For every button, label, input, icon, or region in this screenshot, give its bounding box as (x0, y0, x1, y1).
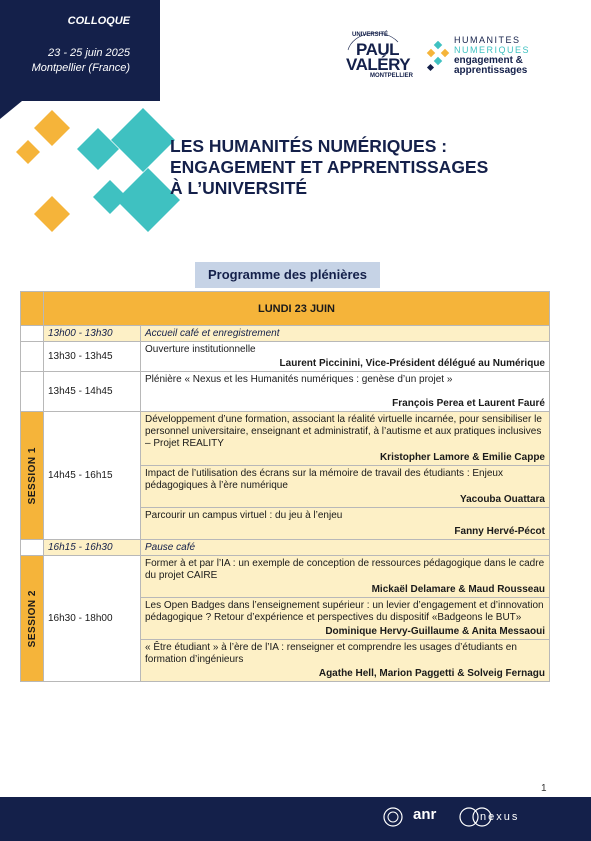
hn-line4: apprentissages (454, 65, 528, 76)
deco-diamond (16, 140, 40, 164)
row-time: 13h00 - 13h30 (44, 326, 141, 342)
hn-logo (426, 35, 556, 80)
hn-line2: NUMERIQUES (454, 45, 531, 55)
table-row (21, 372, 550, 412)
talk-speaker: Dominique Hervy-Guillaume & Anita Messaoui (325, 626, 545, 637)
row-side (21, 326, 44, 342)
talk-title: Développement d’une formation, associant la réalité virtuelle incarnée, pour sensibiliser le personnel universitaire, enseignant et administratif, à l’autisme et aux pratiques inclusives – Projet REALITY (145, 414, 542, 449)
row-time: 16h15 - 16h30 (44, 540, 141, 556)
page-title (170, 136, 570, 199)
row-label: Accueil café et enregistrement (141, 326, 550, 342)
row-label: Pause café (141, 540, 550, 556)
deco-diamond (34, 110, 70, 146)
talk-title: Parcourir un campus virtuel : du jeu à l’enjeu (145, 510, 343, 521)
row-content (141, 372, 550, 412)
title-line1: LES HUMANITÉS NUMÉRIQUES : (170, 136, 448, 156)
event-dates: 23 - 25 juin 2025 (48, 47, 130, 59)
deco-diamond (93, 180, 127, 214)
day-header-row (21, 292, 550, 326)
talk-title: Plénière « Nexus et les Humanités numériques : genèse d’un projet » (145, 374, 453, 385)
page-number: 1 (541, 783, 547, 794)
nexus-logo: nexus (480, 811, 520, 823)
day-header: LUNDI 23 JUIN (44, 292, 550, 326)
talk-cell (141, 640, 550, 682)
hn-line3: engagement & (454, 55, 523, 66)
row-side (21, 342, 44, 372)
upv-line2: VALÉRY (346, 55, 411, 74)
session1-label: SESSION 1 (26, 446, 38, 505)
deco-diamond (77, 128, 119, 170)
talk-title: Impact de l’utilisation des écrans sur la mémoire de travail des étudiants : Enjeux pédagogiques à l’ère numérique (145, 468, 503, 491)
talk-title: Ouverture institutionnelle (145, 344, 256, 355)
session2-time: 16h30 - 18h00 (44, 556, 141, 682)
anr-logo: anr (413, 806, 437, 823)
session2-label-cell (21, 556, 44, 682)
table-row (21, 326, 550, 342)
talk-speaker: Agathe Hell, Marion Paggetti & Solveig Fernagu (318, 668, 545, 679)
talk-speaker: Kristopher Lamore & Emilie Cappe (379, 452, 545, 463)
talk-cell (141, 466, 550, 508)
program-label: Programme des plénières (195, 262, 380, 288)
row-time: 13h30 - 13h45 (44, 342, 141, 372)
talk-cell (141, 598, 550, 640)
event-location: Montpellier (France) (31, 62, 130, 74)
row-time: 13h45 - 14h45 (44, 372, 141, 412)
talk-speaker: Yacouba Ouattara (459, 494, 545, 505)
session2-label: SESSION 2 (26, 589, 38, 648)
day-header-side (21, 292, 44, 326)
table-row (21, 540, 550, 556)
upv-bottom-text: MONTPELLIER (370, 73, 413, 79)
event-label: COLLOQUE (67, 15, 130, 27)
talk-cell (141, 412, 550, 466)
talk-speaker: Laurent Piccinini, Vice-Président délégué au Numérique (279, 358, 545, 369)
talk-title: Former à et par l’IA : un exemple de conception de ressources pédagogique dans le cadre du projet CAIRE (145, 558, 545, 581)
row-side (21, 540, 44, 556)
schedule-table (20, 291, 550, 682)
talk-speaker: Fanny Hervé-Pécot (454, 526, 545, 537)
hn-line1: HUMANITES (454, 35, 521, 45)
upv-logo (340, 30, 412, 80)
talk-cell (141, 508, 550, 540)
row-side (21, 372, 44, 412)
session1-time: 14h45 - 16h15 (44, 412, 141, 540)
upv-line1: PAUL (356, 40, 400, 59)
row-content (141, 342, 550, 372)
deco-diamond (34, 196, 70, 232)
session1-label-cell (21, 412, 44, 540)
footer-emblem-icon (382, 806, 404, 828)
talk-title: « Être étudiant » à l’ère de l’IA : renseigner et comprendre les usages d’étudiants en formation d’ingénieurs (145, 642, 517, 665)
upv-top-text: UNIVERSITÉ (352, 32, 389, 38)
talk-speaker: Mickaël Delamare & Maud Rousseau (371, 584, 545, 595)
deco-diamond (111, 108, 175, 172)
talk-title: Les Open Badges dans l’enseignement supérieur : un levier d’engagement et d’innovation pédagogique ? Retour d’expérience et perspectives du dispositif «Badgeons le BUT» (145, 600, 544, 623)
talk-cell (141, 556, 550, 598)
table-row (21, 342, 550, 372)
hn-diamonds-icon (426, 41, 452, 75)
table-row (21, 412, 550, 466)
talk-speaker: François Perea et Laurent Fauré (392, 398, 545, 409)
title-line3: À L’UNIVERSITÉ (170, 178, 308, 198)
title-line2: ENGAGEMENT ET APPRENTISSAGES (170, 157, 489, 177)
table-row (21, 556, 550, 598)
